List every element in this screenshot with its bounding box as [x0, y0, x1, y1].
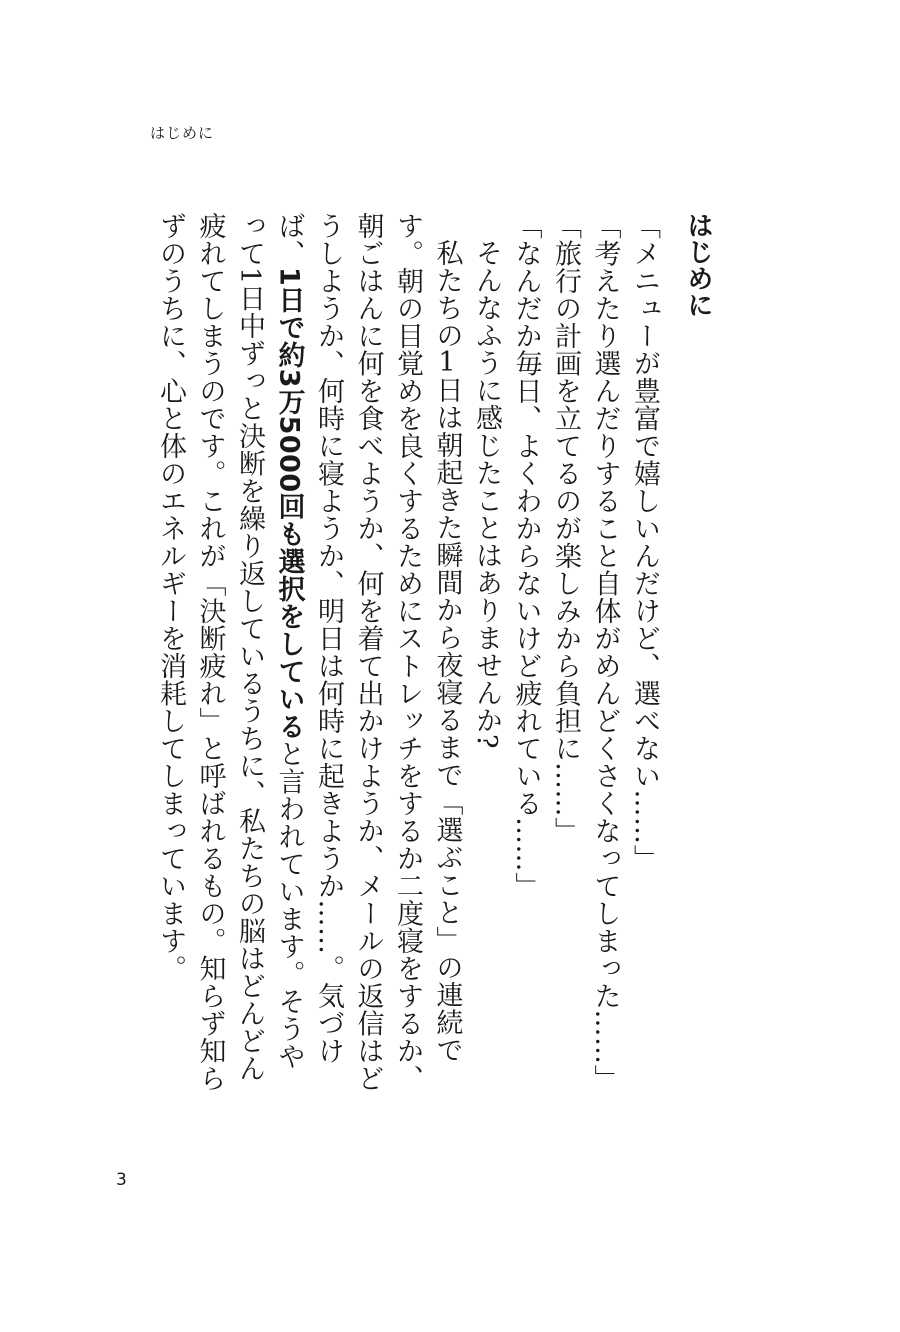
question-paragraph: そんなふうに感じたことはありませんか?: [471, 239, 502, 749]
quote-2: 「考えたり選んだりすること自体がめんどくさくなってしまった……」: [589, 212, 621, 1092]
page-number: 3: [116, 1170, 127, 1190]
main-paragraph: [151, 212, 467, 1092]
main-paragraph-part3: と言われています。そうやって1日中ずっと決断を繰り返しているうちに、私たちの脳はどんどん疲れてしまうのです。これが「決断疲れ」と呼ばれるもの。知らず知らずのうちに、心と体のエネルギーを消耗してしまっています。: [155, 212, 305, 1092]
quote-1: 「メニューが豊富で嬉しいんだけど、選べない……」: [629, 212, 660, 872]
vertical-text-body: [98, 212, 718, 1092]
main-paragraph-part1: 私たちの: [431, 239, 463, 349]
main-paragraph-number: 1: [438, 349, 456, 376]
quote-4: 「なんだか毎日、よくわからないけど疲れている……」: [510, 212, 542, 900]
chapter-heading: はじめに: [683, 212, 713, 318]
quote-3: 「旅行の計画を立てるのが楽しみから負担に……」: [550, 212, 581, 845]
running-head: はじめに: [150, 124, 215, 142]
emphasis-text: 1日で約3万5000回も選択をしている: [273, 267, 305, 741]
main-paragraph-part2: 日は朝起きた瞬間から夜寝るまで「選ぶこと」の連続です。朝の目覚めを良くするためにストレッチをするか二度寝をするか、朝ごはんに何を食べようか、何を着て出かけようか、メールの返信はどうしようか、何時に寝ようか、明日は何時に起きようか……。気づけば、: [273, 212, 463, 1092]
